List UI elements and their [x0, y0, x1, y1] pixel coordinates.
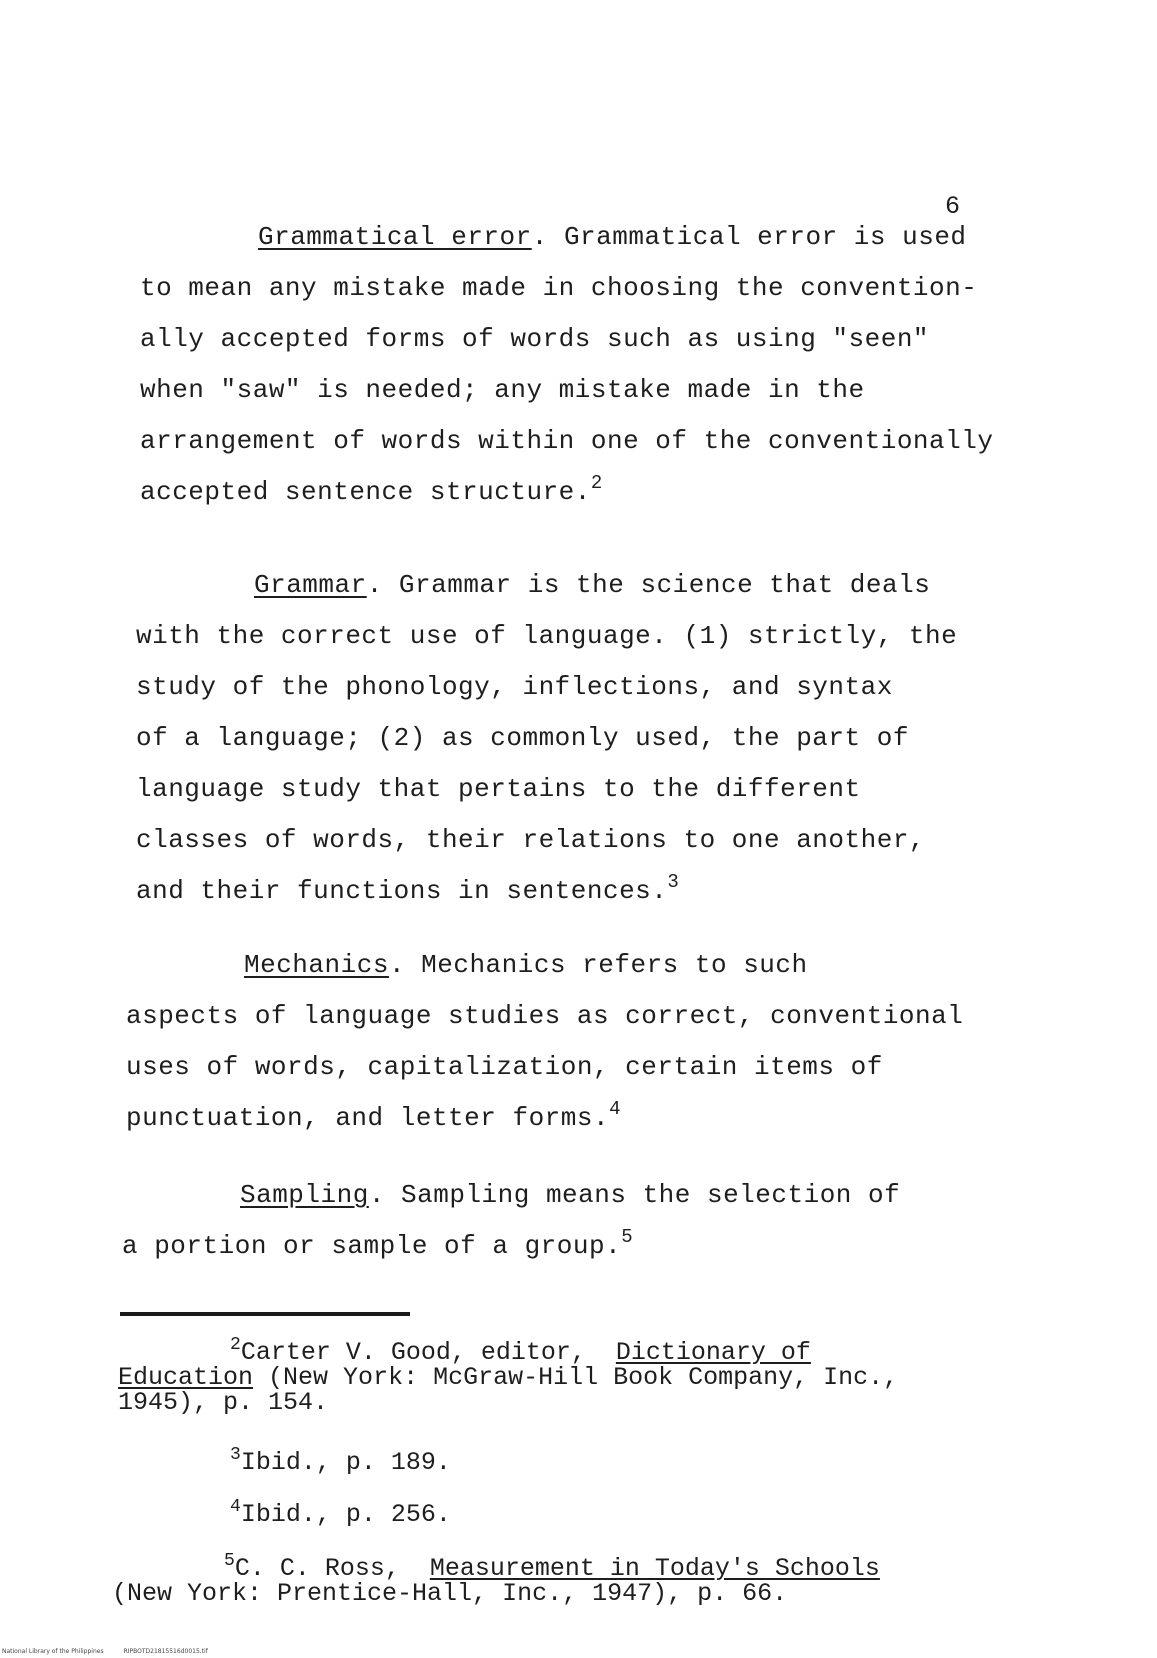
footnote-3: $^3$Ibid., p. 189. — [230, 1445, 451, 1477]
definition-mechanics — [126, 940, 1006, 1144]
paragraph-line: uses of words, capitalization, certain items of — [126, 1052, 883, 1082]
footnote-2: $^2$Carter V. Good, editor, Dictionary of Education (New York: McGraw-Hill Book Company, Inc., 1945), p. 154. — [118, 1335, 899, 1417]
defined-term: Grammar — [254, 570, 367, 600]
definition-sampling — [122, 1170, 1002, 1272]
paragraph-line: Mechanics. Mechanics refers to such — [244, 950, 808, 980]
paragraph-line: when "saw" is needed; any mistake made in the — [140, 375, 865, 405]
footnote-number: 4 — [230, 1497, 241, 1517]
footnote-number: 3 — [230, 1445, 241, 1465]
paragraph-line: and their functions in sentences.$^3$ — [136, 871, 680, 906]
footnote-separator — [120, 1312, 410, 1316]
book-title: Dictionary of — [615, 1338, 811, 1367]
defined-term: Grammatical error — [258, 222, 532, 252]
paragraph-line: arrangement of words within one of the conventionally — [140, 426, 994, 456]
paragraph-line: Grammar. Grammar is the science that deals — [254, 570, 931, 600]
paragraph-line: of a language; (2) as commonly used, the part of — [136, 723, 909, 753]
footnote-4: $^4$Ibid., p. 256. — [230, 1497, 451, 1529]
paragraph-line: ally accepted forms of words such as using "seen" — [140, 324, 930, 354]
book-title: Education — [118, 1363, 254, 1392]
paragraph-line: classes of words, their relations to one another, — [136, 825, 926, 855]
paragraph-line: study of the phonology, inflections, and syntax — [136, 672, 893, 702]
paragraph-line: accepted sentence structure.$^2$ — [140, 472, 603, 507]
footnote-5: $^5$C. C. Ross, Measurement in Today's Schools (New York: Prentice-Hall, Inc., 1947), p. 66. — [112, 1551, 880, 1608]
paragraph-line: language study that pertains to the different — [136, 774, 861, 804]
paragraph-line: with the correct use of language. (1) strictly, the — [136, 621, 958, 651]
defined-term: Mechanics — [244, 950, 389, 980]
footnote-ref: 3 — [667, 871, 680, 893]
paragraph-line: to mean any mistake made in choosing the convention- — [140, 273, 978, 303]
paragraph-line: a portion or sample of a group.$^5$ — [122, 1226, 634, 1261]
paragraph-line: Sampling. Sampling means the selection of — [240, 1180, 901, 1210]
definition-grammatical-error — [140, 212, 1020, 518]
footnote-ref: 5 — [621, 1226, 634, 1248]
book-title: Measurement in Today's Schools — [429, 1554, 880, 1583]
page-number: 6 — [945, 192, 961, 221]
footnote-ref: 4 — [609, 1098, 621, 1120]
definition-grammar — [136, 560, 1016, 917]
paragraph-line: Grammatical error. Grammatical error is used — [258, 222, 967, 252]
defined-term: Sampling — [240, 1180, 369, 1210]
footnote-number: 5 — [224, 1551, 235, 1571]
footnote-ref: 2 — [590, 472, 603, 494]
paragraph-line: aspects of language studies as correct, conventional — [126, 1001, 964, 1031]
archive-stamp: National Library of the Philippines RIPBOTD21815516d0015.tif — [2, 1648, 208, 1655]
footnote-number: 2 — [230, 1335, 241, 1355]
paragraph-line: punctuation, and letter forms.$^4$ — [126, 1098, 621, 1133]
